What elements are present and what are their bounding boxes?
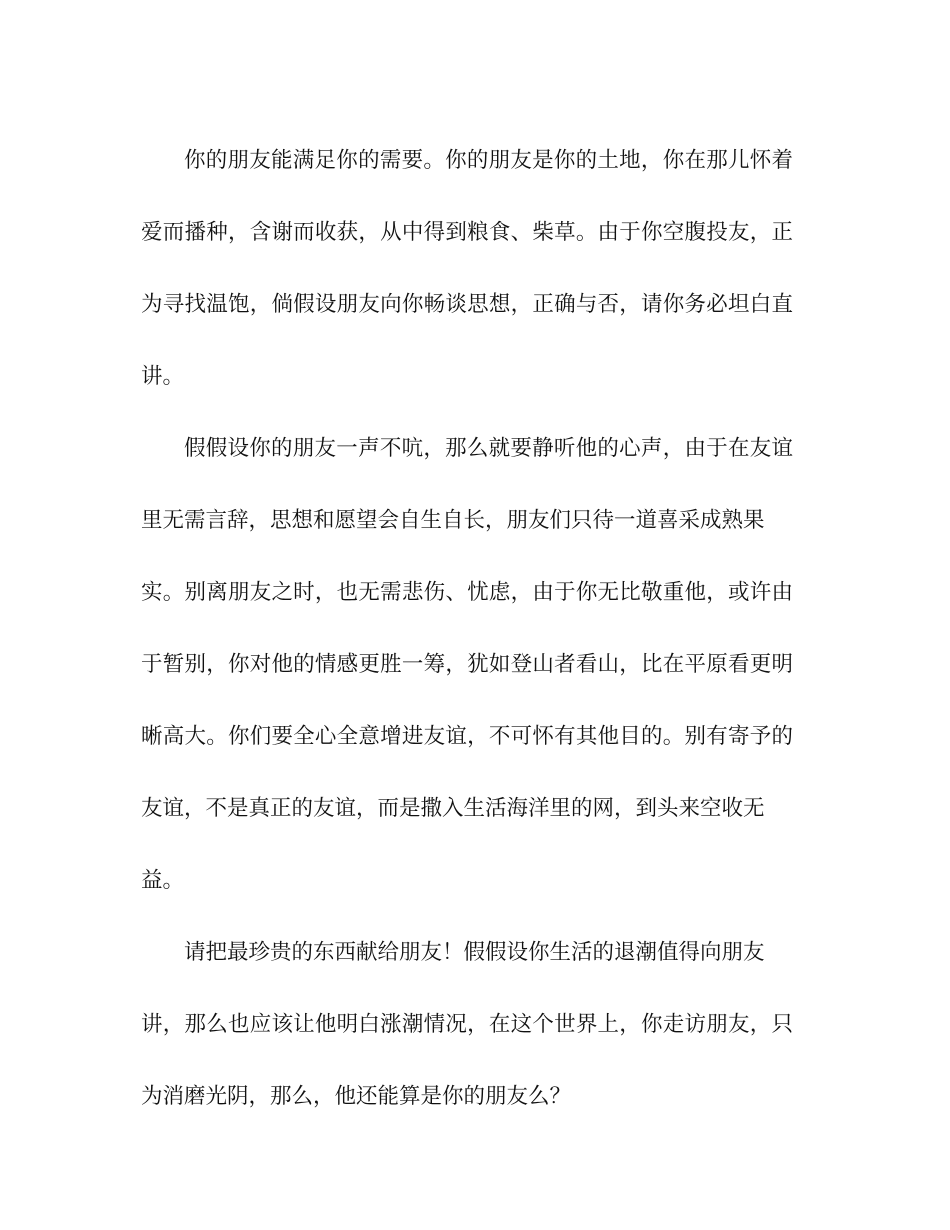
paragraph-line: 为寻找温饱，倘假设朋友向你畅谈思想，正确与否，请你务必坦白直 xyxy=(141,292,793,317)
paragraph-line: 假假设你的朋友一声不吭，那么就要静听他的心声，由于在友谊 xyxy=(184,436,793,461)
paragraph-line: 讲，那么也应该让他明白涨潮情况，在这个世界上，你走访朋友，只 xyxy=(141,1012,793,1037)
paragraph-line: 晰高大。你们要全心全意增进友谊，不可怀有其他目的。别有寄予的 xyxy=(141,724,793,749)
paragraph-line: 为消磨光阴，那么，他还能算是你的朋友么？ xyxy=(141,1084,572,1109)
document-body xyxy=(141,125,793,1133)
paragraph-line: 爱而播种，含谢而收获，从中得到粮食、柴草。由于你空腹投友，正 xyxy=(141,220,793,245)
paragraph-2 xyxy=(141,413,793,917)
paragraph-3 xyxy=(141,917,793,1133)
paragraph-line: 请把最珍贵的东西献给朋友！假假设你生活的退潮值得向朋友 xyxy=(184,940,765,965)
paragraph-line: 益。 xyxy=(141,868,185,893)
paragraph-line: 里无需言辞，思想和愿望会自生自长，朋友们只待一道喜采成熟果 xyxy=(141,508,765,533)
paragraph-line: 实。别离朋友之时，也无需悲伤、忧虑，由于你无比敬重他，或许由 xyxy=(141,580,793,605)
paragraph-line: 友谊，不是真正的友谊，而是撒入生活海洋里的网，到头来空收无 xyxy=(141,796,765,821)
paragraph-line: 讲。 xyxy=(141,364,185,389)
paragraph-1 xyxy=(141,125,793,413)
paragraph-line: 你的朋友能满足你的需要。你的朋友是你的土地，你在那儿怀着 xyxy=(184,148,793,173)
paragraph-line: 于暂别，你对他的情感更胜一筹，犹如登山者看山，比在平原看更明 xyxy=(141,652,793,677)
